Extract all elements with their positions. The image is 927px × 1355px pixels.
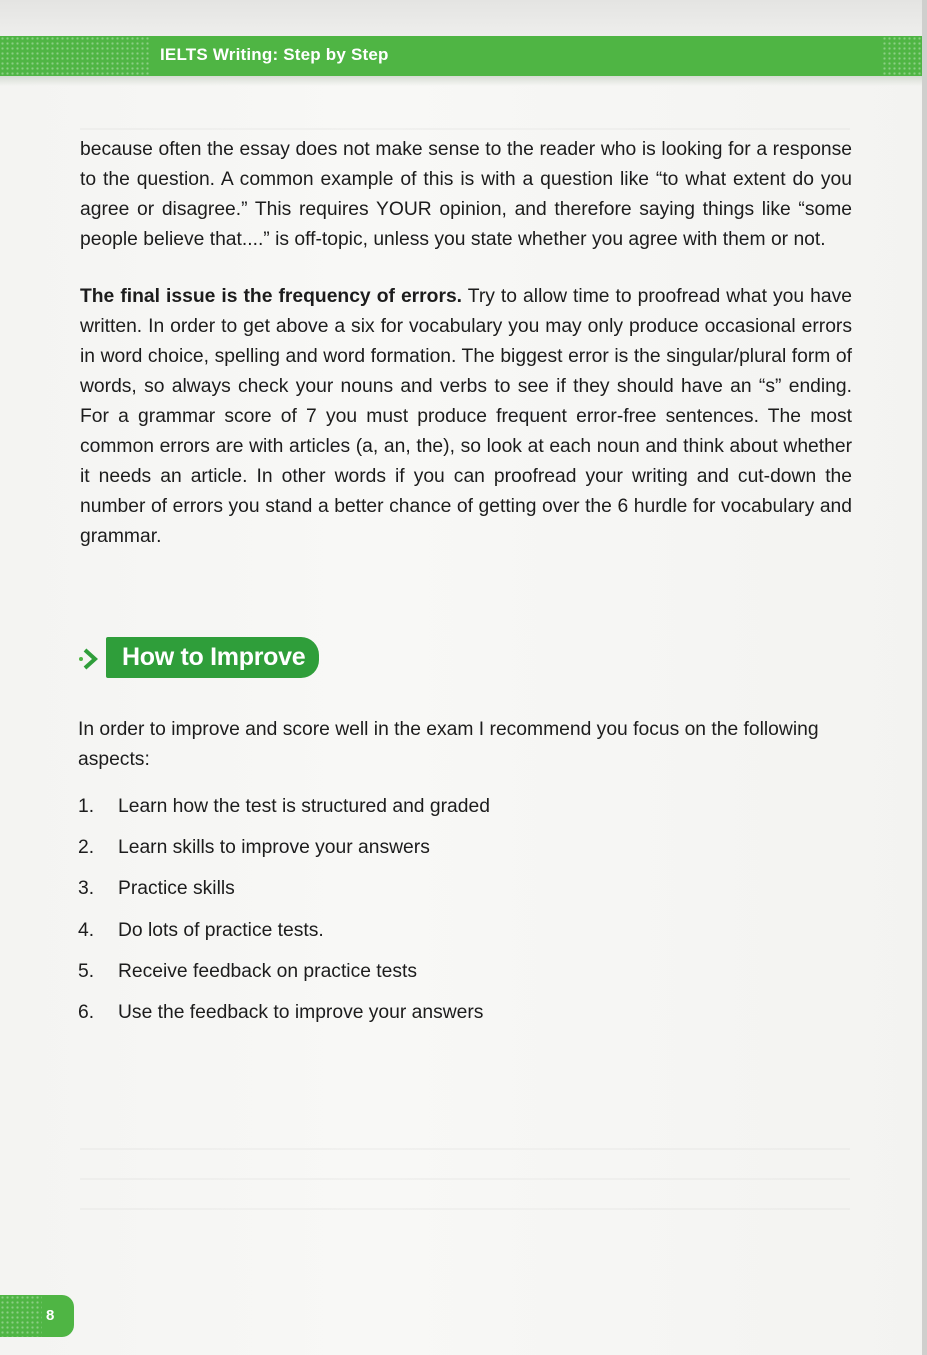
list-number: 3. [78, 878, 95, 900]
chevron-right-icon [78, 646, 102, 672]
page-edge [922, 0, 927, 1355]
top-margin [0, 0, 927, 36]
list-item [78, 792, 778, 833]
body-text [80, 135, 852, 552]
page-number-tab [0, 1295, 74, 1337]
section-heading [78, 636, 319, 678]
improvement-steps-list [78, 792, 778, 1039]
show-through-line [80, 1148, 850, 1150]
list-text: Learn skills to improve your answers [118, 837, 430, 859]
list-item [78, 874, 778, 915]
list-number: 6. [78, 1001, 95, 1023]
list-text: Learn how the test is structured and graded [118, 796, 490, 817]
list-text: Do lots of practice tests. [118, 919, 324, 941]
show-through-line [80, 1178, 850, 1180]
list-number: 5. [78, 960, 95, 982]
list-item [78, 957, 778, 998]
header-shadow [0, 76, 922, 86]
paragraph-frequency-of-errors [80, 282, 852, 552]
list-item [78, 998, 778, 1039]
show-through-line [80, 1208, 850, 1210]
running-header [0, 36, 922, 76]
header-dot-pattern-right [882, 36, 922, 76]
list-text: Practice skills [118, 878, 235, 900]
list-number: 1. [78, 796, 95, 817]
list-text: Receive feedback on practice tests [118, 960, 418, 982]
list-item [78, 916, 778, 957]
page-tab-dot-pattern [0, 1295, 42, 1337]
list-text: Use the feedback to improve your answers [118, 1001, 484, 1023]
list-number: 2. [78, 837, 95, 859]
show-through-line [80, 128, 850, 130]
list-item [78, 833, 778, 874]
paragraph-lead-bold: The final issue is the frequency of errors. [80, 286, 463, 307]
paragraph-body: Try to allow time to proofread what you have written. In order to get above a six for vocabulary you may only produce occasional errors in word choice, spelling and word formation. The biggest error is the singular/plural form of words, so always check your nouns and verbs to see if they should have an “s” ending. For a grammar score of 7 you must produce frequent error-free sentences. The most common errors are with articles (a, an, the), so look at each noun and think about whether it needs an article. In other words if you can proofread your writing and cut-down the number of errors you stand a better chance of getting over the 6 hurdle for vocabulary and grammar. [80, 286, 852, 547]
section-title: How to Improve [106, 637, 319, 678]
page-number: 8 [46, 1307, 55, 1324]
header-title: IELTS Writing: Step by Step [160, 45, 389, 64]
header-dot-pattern [0, 36, 150, 76]
list-number: 4. [78, 919, 95, 941]
section-intro: In order to improve and score well in the exam I recommend you focus on the following aspects: [78, 719, 819, 770]
paragraph-continued: because often the essay does not make sense to the reader who is looking for a response to the question. A common example of this is with a question like “to what extent do you agree or disagree.” This requires YOUR opinion, and therefore saying things like “some people believe that....” is off-topic, unless you state whether you agree with them or not. [80, 139, 852, 250]
